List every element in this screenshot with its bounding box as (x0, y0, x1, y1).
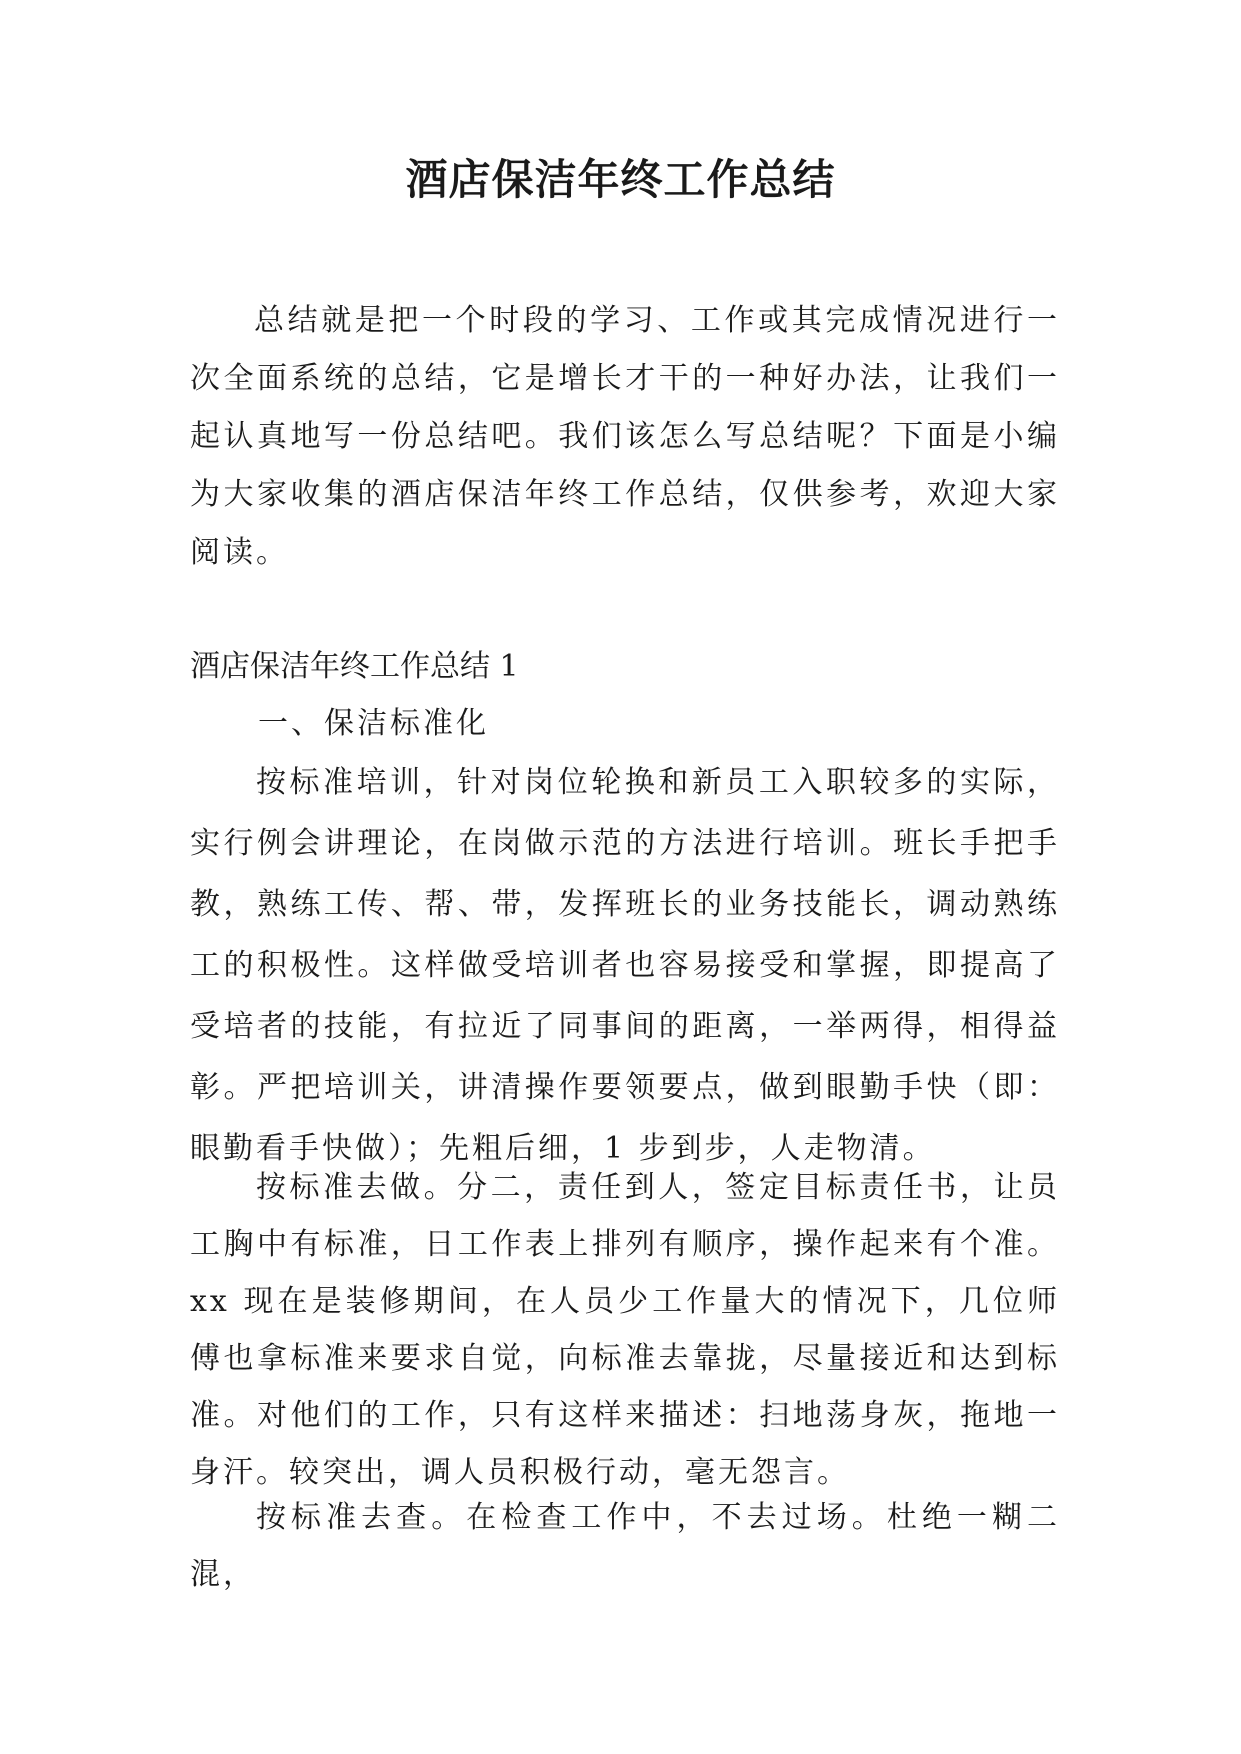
body-paragraph: 按标准去做。分二，责任到人，签定目标责任书，让员工胸中有标准，日工作表上排列有顺序，操作起来有个准。xx 现在是装修期间，在人员少工作量大的情况下，几位师傅也拿标准来要求自觉，向标准去靠拢，尽量接近和达到标准。对他们的工作，只有这样来描述：扫地荡身灰，拖地一身汗。较突出，调人员积极行动，毫无怨言。 (190, 1170, 1060, 1490)
body-paragraph: 按标准培训，针对岗位轮换和新员工入职较多的实际，实行例会讲理论，在岗做示范的方法进行培训。班长手把手教，熟练工传、帮、带，发挥班长的业务技能长，调动熟练工的积极性。这样做受培训者也容易接受和掌握，即提高了受培者的技能，有拉近了同事间的距离，一举两得，相得益彰。严把培训关，讲清操作要领要点，做到眼勤手快（即：眼勤看手快做）；先粗后细，1 步到步，人走物清。 (190, 765, 1060, 1166)
body-paragraph: 按标准去查。在检查工作中，不去过场。杜绝一糊二混， (190, 1500, 1060, 1592)
section-heading: 酒店保洁年终工作总结 1 (190, 649, 519, 684)
subsection-heading: 一、保洁标准化 (258, 706, 489, 741)
intro-paragraph: 总结就是把一个时段的学习、工作或其完成情况进行一次全面系统的总结，它是增长才干的一种好办法，让我们一起认真地写一份总结吧。我们该怎么写总结呢？下面是小编为大家收集的酒店保洁年终工作总结，仅供参考，欢迎大家阅读。 (190, 303, 1060, 570)
document-title: 酒店保洁年终工作总结 (405, 155, 836, 204)
